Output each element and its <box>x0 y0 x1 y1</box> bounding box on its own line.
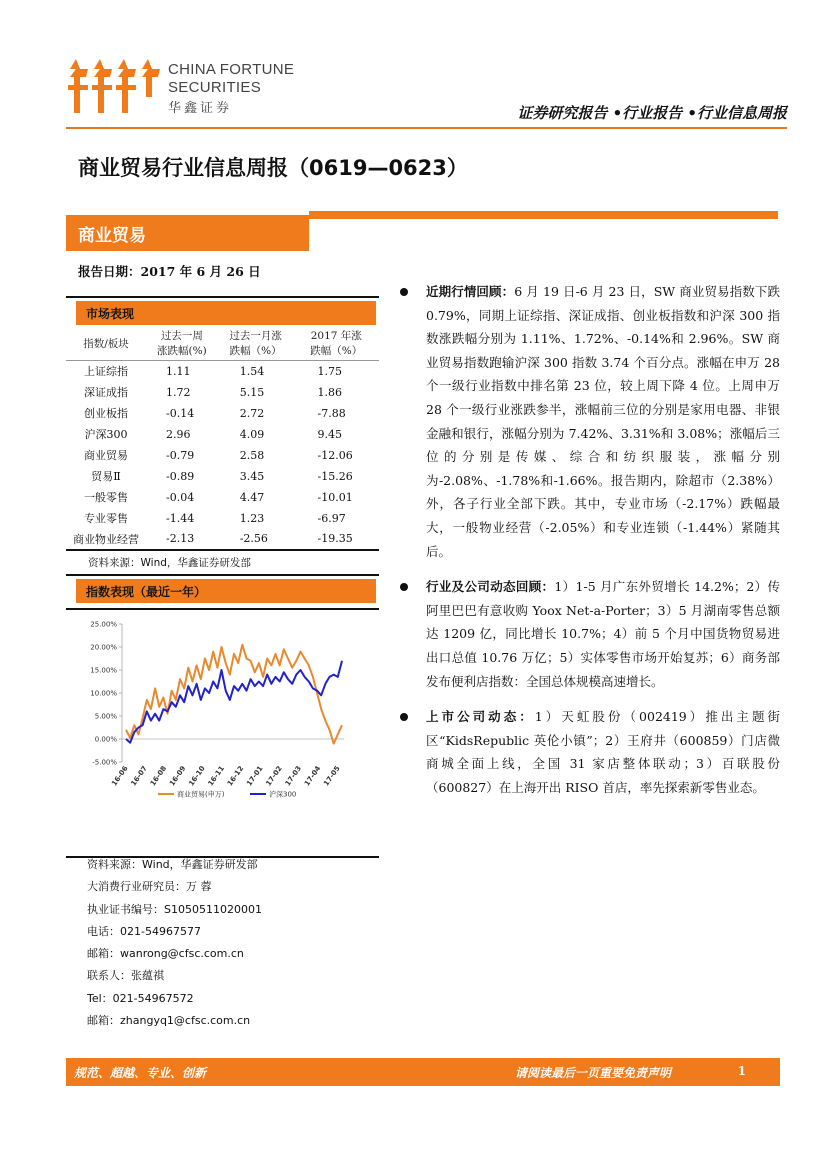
table-row <box>66 529 379 550</box>
table-row <box>66 466 379 487</box>
bullet-label: 上市公司动态： <box>426 709 535 725</box>
contact-person: 联系人：张蕴祺 <box>87 969 164 983</box>
analyst-name: 大消费行业研究员：万 蓉 <box>87 880 212 894</box>
y-tick-label: 10.00% <box>90 689 117 697</box>
bullet-icon <box>400 713 408 721</box>
table-cell: 一般零售 <box>84 491 128 504</box>
x-tick-label: 16-12 <box>225 764 246 787</box>
y-tick-label: 0.00% <box>94 735 117 743</box>
col-header-year: 2017 年涨 跌幅（%） <box>293 326 379 361</box>
bullet-text: 1）天虹股份（002419）推出主题街区“KidsRepublic 英伦小镇”；2）王府井（600859）门店微商城全面上线，全国 31 家店整体联动；3）百联股份（600827）在上海开出 RISO 首店，率先探索新零售业态。 <box>426 709 780 795</box>
report-category: 证券研究报告 •行业报告 •行业信息周报 <box>517 104 787 122</box>
x-tick-label: 17-03 <box>283 764 304 787</box>
contact-email[interactable]: 邮箱：zhangyq1@cfsc.com.cn <box>87 1014 251 1028</box>
cert-number: 执业证书编号：S1050511020001 <box>87 902 262 916</box>
table-cell: 上证综指 <box>84 365 128 379</box>
report-date: 报告日期：2017 年 6 月 26 日 <box>78 264 261 279</box>
table-cell: 1.54 <box>239 364 265 378</box>
table-cell: 1.72 <box>166 385 191 399</box>
x-tick-label: 17-04 <box>302 764 323 787</box>
table-cell: 专业零售 <box>84 512 128 525</box>
section-banner <box>66 215 309 251</box>
table-cell: 1.23 <box>239 511 265 525</box>
table-cell: 创业板指 <box>84 407 128 420</box>
summary-column <box>400 280 780 811</box>
y-tick-label: 25.00% <box>90 620 117 628</box>
table-cell: -2.56 <box>239 532 268 545</box>
table-row <box>66 487 379 508</box>
bullet-label: 行业及公司动态回顾： <box>426 579 555 595</box>
market-table <box>66 326 379 551</box>
legend-label: 商业贸易(申万) <box>177 790 225 798</box>
table-row <box>66 445 379 466</box>
series-line <box>126 644 342 743</box>
table-cell: 2.96 <box>166 427 191 441</box>
analyst-phone: 电话：021-54967577 <box>87 924 201 938</box>
table-row <box>66 361 379 382</box>
y-tick-label: -5.00% <box>92 758 117 766</box>
col-header-month: 过去一月涨 跌幅（%） <box>218 326 294 361</box>
index-chart <box>66 608 379 858</box>
col-header-name: 指数/板块 <box>66 326 146 361</box>
y-tick-label: 5.00% <box>94 712 117 720</box>
table-cell: 商业贸易 <box>84 449 128 462</box>
table-cell: -10.01 <box>317 490 353 504</box>
bullet-industry-news <box>400 575 780 693</box>
logo-name-line1: CHINA FORTUNE <box>168 61 295 78</box>
bullet-label: 近期行情回顾： <box>426 284 515 299</box>
x-tick-label: 16-09 <box>168 764 188 787</box>
table-cell: -0.89 <box>166 469 195 483</box>
table-row <box>66 403 379 424</box>
page-footer <box>66 1058 780 1086</box>
left-column <box>66 296 379 858</box>
bullet-company-news <box>400 705 780 799</box>
table-cell: -1.44 <box>166 511 195 525</box>
table-cell: 3.45 <box>239 469 265 483</box>
col-header-week: 过去一周 涨跌幅(%) <box>146 326 218 361</box>
header-divider <box>66 127 787 129</box>
page-title: 商业贸易行业信息周报（0619—0623） <box>78 156 468 180</box>
analyst-contact <box>87 854 262 1032</box>
logo-name-cn: 华鑫证券 <box>168 101 233 116</box>
table-cell: -15.26 <box>317 469 353 483</box>
table-cell: -2.13 <box>166 532 195 545</box>
x-tick-label: 16-06 <box>110 764 130 787</box>
bullet-icon <box>400 583 408 591</box>
market-box-title: 市场表现 <box>86 307 135 321</box>
table-cell: 贸易Ⅱ <box>91 470 121 483</box>
table-cell: 沪深300 <box>84 428 128 441</box>
y-tick-label: 20.00% <box>90 643 117 651</box>
bullet-text: 1）1-5 月广东外贸增长 14.2%；2）传阿里巴巴有意收购 Yoox Net-a-Porter；3）5 月湖南零售总额达 1209 亿，同比增长 10.7%；4）前 5 个月中国货物贸易进出口总值 10.76 万亿；5）实体零售市场开始复苏；6）商务部发布便利店指数：全国总体规模高速增长。 <box>426 579 780 689</box>
table-row <box>66 382 379 403</box>
table-cell: 9.45 <box>317 427 342 441</box>
table-cell: -0.14 <box>166 406 195 420</box>
x-tick-label: 17-01 <box>245 764 265 787</box>
table-cell: -19.35 <box>317 532 353 545</box>
chart-box-header <box>66 574 379 604</box>
section-label: 商业贸易 <box>78 226 146 246</box>
table-cell: 2.72 <box>239 406 265 420</box>
table-cell: -6.97 <box>317 511 346 525</box>
table-cell: 4.09 <box>239 427 265 441</box>
footer-disclaimer: 请阅读最后一页重要免责声明 <box>515 1066 672 1080</box>
y-tick-label: 15.00% <box>90 666 117 674</box>
table-cell: 1.75 <box>317 364 342 378</box>
footer-motto: 规范、超越、专业、创新 <box>74 1066 207 1080</box>
table-cell: -0.04 <box>166 490 195 504</box>
table-row <box>66 508 379 529</box>
x-tick-label: 16-07 <box>129 764 149 787</box>
market-source: 资料来源：Wind，华鑫证券研发部 <box>88 556 251 569</box>
bullet-icon <box>400 288 408 296</box>
table-cell: -7.88 <box>317 406 346 420</box>
chart-box-title: 指数表现（最近一年） <box>86 584 207 599</box>
x-tick-label: 16-10 <box>187 764 207 787</box>
bullet-market-review <box>400 280 780 563</box>
table-cell: 1.86 <box>317 385 342 399</box>
analyst-email[interactable]: 邮箱：wanrong@cfsc.com.cn <box>87 947 244 961</box>
page-number: 1 <box>737 1064 746 1078</box>
table-cell: -0.79 <box>166 448 195 462</box>
market-box-header <box>66 296 379 326</box>
table-cell: 深证成指 <box>84 386 128 399</box>
table-cell: 4.47 <box>239 490 265 504</box>
x-tick-label: 16-11 <box>206 764 227 787</box>
legend-label: 沪深300 <box>269 790 297 798</box>
contact-source: 资料来源：Wind，华鑫证券研发部 <box>87 858 258 871</box>
index-chart-svg <box>66 610 379 856</box>
x-tick-label: 17-05 <box>322 764 342 787</box>
section-banner-line <box>309 211 778 219</box>
table-cell: 5.15 <box>239 385 265 399</box>
contact-phone: Tel：021-54967572 <box>87 991 194 1005</box>
logo-figures-icon <box>66 55 162 121</box>
table-cell: -12.06 <box>317 448 353 462</box>
x-tick-label: 17-02 <box>264 764 284 787</box>
bullet-text: 6 月 19 日-6 月 23 日，SW 商业贸易指数下跌 0.79%，同期上证综指、深证成指、创业板指数和沪深 300 指数涨跌幅分别为 1.11%、1.72%、-0.14%和 2.96%。SW 商业贸易指数跑输沪深 300 指数 3.74 个百分点。涨幅在申万 28 个一级行业指数中排名第 23 位，较上周下降 4 位。上周申万 28 个一级行业涨跌参半，涨幅前三位的分别是家用电器、非银金融和银行，涨幅分别为 7.42%、3.31%和 3.08%；涨幅后三位的分别是传媒、综合和纺织服装，涨幅分别为-2.08%、-1.78%和-1.66%。报告期内，除超市（2.38%）外，各子行业全部下跌。其中，专业市场（-2.17%）跌幅最大，一般物业经营（-2.05%）和专业连锁（-1.44%）紧随其后。 <box>426 284 780 559</box>
x-tick-label: 16-08 <box>148 764 169 787</box>
table-cell: 2.58 <box>239 448 265 462</box>
company-logo <box>66 55 306 121</box>
table-row <box>66 424 379 445</box>
table-cell: 商业物业经营 <box>73 532 139 546</box>
table-cell: 1.11 <box>166 364 191 378</box>
logo-name-line2: SECURITIES <box>168 79 262 96</box>
